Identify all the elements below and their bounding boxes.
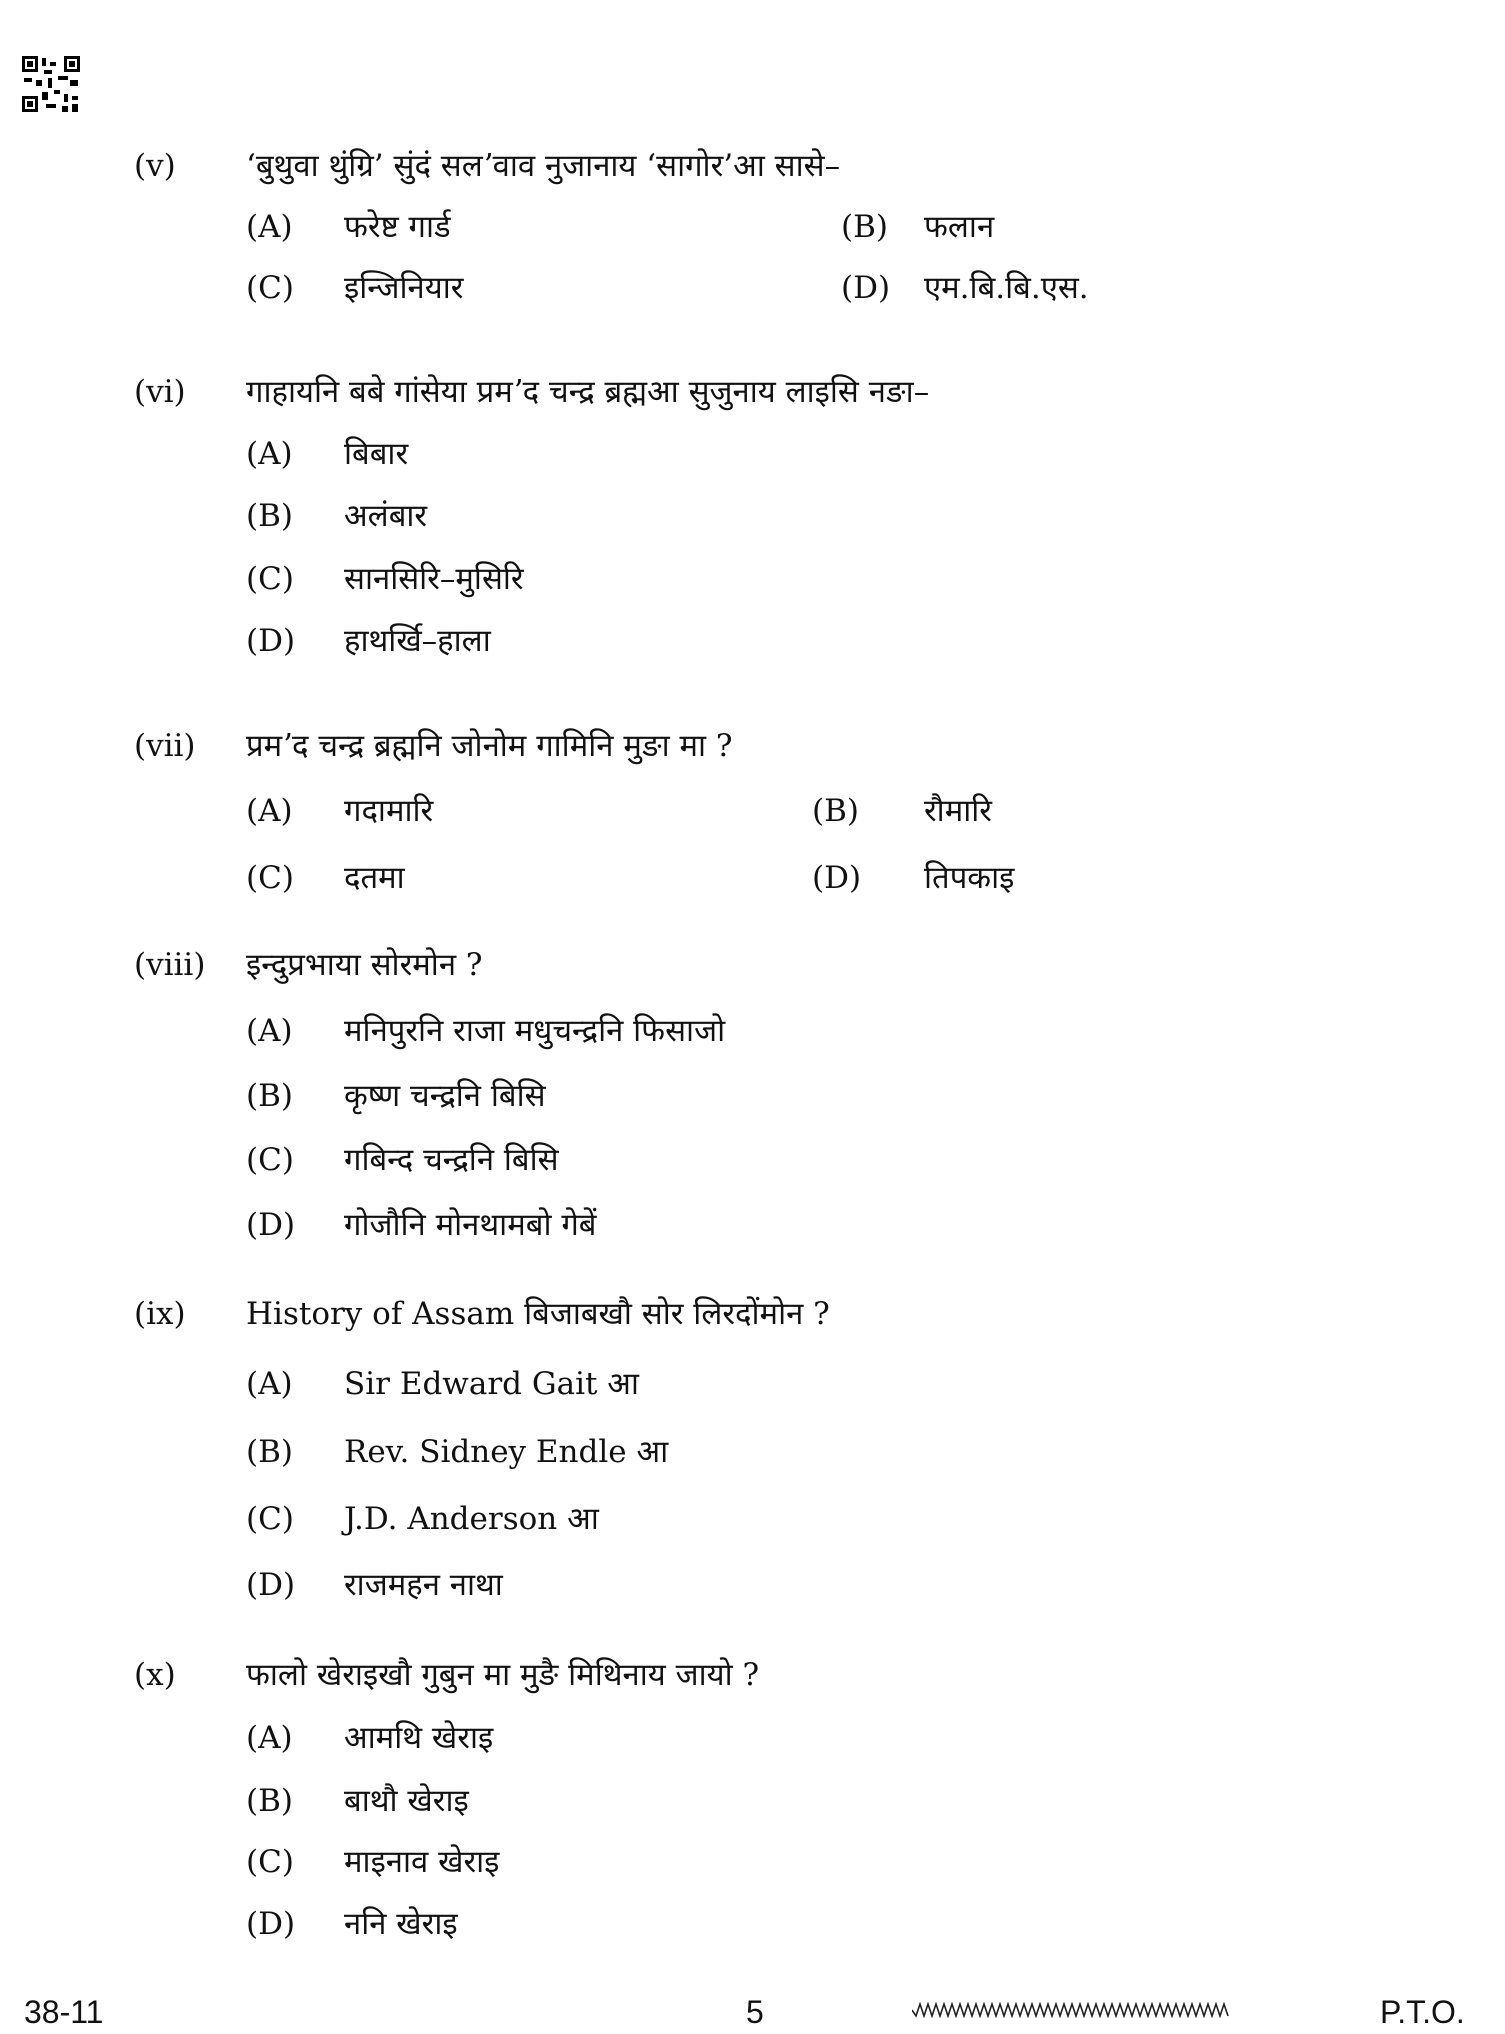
option-letter: (D) — [812, 860, 862, 896]
question-number: (viii) — [134, 947, 206, 983]
pto-label: P.T.O. — [1380, 1994, 1465, 2030]
option-letter: (A) — [246, 1013, 293, 1049]
option-text: इन्जिनियार — [344, 270, 464, 306]
option-text: Sir Edward Gait आ — [344, 1366, 639, 1402]
option-letter: (C) — [246, 1844, 294, 1880]
question-number: (ix) — [134, 1296, 186, 1332]
option-text: फलान — [924, 209, 995, 245]
option-letter: (C) — [246, 561, 294, 597]
question-text: प्रमʼद चन्द्र ब्रह्मनि जोनोम गामिनि मुङा मा ? — [246, 728, 733, 764]
option-letter: (D) — [246, 1906, 296, 1942]
option-text: एम.बि.बि.एस. — [924, 270, 1089, 306]
question-number: (vi) — [134, 374, 186, 410]
option-text: J.D. Anderson आ — [344, 1501, 599, 1537]
option-letter: (A) — [246, 793, 293, 829]
question-number: (v) — [134, 148, 176, 184]
wavy-line-decoration — [912, 2002, 1232, 2018]
option-letter: (B) — [246, 498, 293, 534]
option-letter: (D) — [246, 1207, 296, 1243]
option-letter: (D) — [841, 270, 891, 306]
question-text: फालो खेराइखौ गुबुन मा मुङै मिथिनाय जायो ? — [246, 1657, 760, 1693]
option-letter: (C) — [246, 270, 294, 306]
paper-code: 38-11 — [24, 1994, 104, 2030]
option-text: राजमहन नाथा — [344, 1567, 503, 1603]
option-text: रौमारि — [924, 793, 992, 829]
question-number: (vii) — [134, 728, 196, 764]
option-letter: (A) — [246, 1366, 293, 1402]
option-letter: (C) — [246, 1501, 294, 1537]
option-letter: (A) — [246, 1720, 293, 1756]
option-letter: (C) — [246, 860, 294, 896]
option-text: हाथर्खि–हाला — [344, 623, 491, 659]
option-letter: (B) — [246, 1434, 293, 1470]
option-text: तिपकाइ — [924, 860, 1015, 896]
question-text: इन्दुप्रभाया सोरमोन ? — [246, 947, 483, 983]
option-text: गोजौनि मोनथामबो गेबें — [344, 1207, 597, 1243]
option-letter: (A) — [246, 436, 293, 472]
option-text: गबिन्द चन्द्रनि बिसि — [344, 1142, 559, 1178]
option-text: सानसिरि–मुसिरि — [344, 561, 524, 597]
qr-code-icon — [22, 56, 80, 112]
option-text: बिबार — [344, 436, 409, 472]
option-text: मनिपुरनि राजा मधुचन्द्रनि फिसाजो — [344, 1013, 726, 1049]
option-text: ननि खेराइ — [344, 1906, 458, 1942]
option-text: Rev. Sidney Endle आ — [344, 1434, 669, 1470]
question-text: ‘बुथुवा थुंग्रि’ सुंदं सलʼवाव नुजानाय ‘सागोर’आ सासे– — [246, 148, 841, 184]
option-letter: (B) — [246, 1783, 293, 1819]
option-text: अलंबार — [344, 498, 428, 534]
option-letter: (A) — [246, 209, 293, 245]
question-text: History of Assam बिजाबखौ सोर लिरदोंमोन ? — [246, 1296, 830, 1332]
page-number: 5 — [746, 1994, 764, 2030]
option-text: आमथि खेराइ — [344, 1720, 494, 1756]
question-text: गाहायनि बबे गांसेया प्रमʼद चन्द्र ब्रह्मआ सुजुनाय लाइसि नङा– — [246, 374, 930, 410]
question-number: (x) — [134, 1657, 176, 1693]
option-letter: (B) — [841, 209, 888, 245]
option-text: बाथौ खेराइ — [344, 1783, 469, 1819]
option-text: गदामारि — [344, 793, 434, 829]
option-letter: (D) — [246, 1567, 296, 1603]
option-letter: (B) — [812, 793, 859, 829]
option-text: कृष्ण चन्द्रनि बिसि — [344, 1078, 546, 1114]
option-letter: (B) — [246, 1078, 293, 1114]
option-text: दतमा — [344, 860, 405, 896]
option-letter: (C) — [246, 1142, 294, 1178]
option-letter: (D) — [246, 623, 296, 659]
option-text: फरेष्ट गार्ड — [344, 209, 451, 245]
option-text: माइनाव खेराइ — [344, 1844, 500, 1880]
